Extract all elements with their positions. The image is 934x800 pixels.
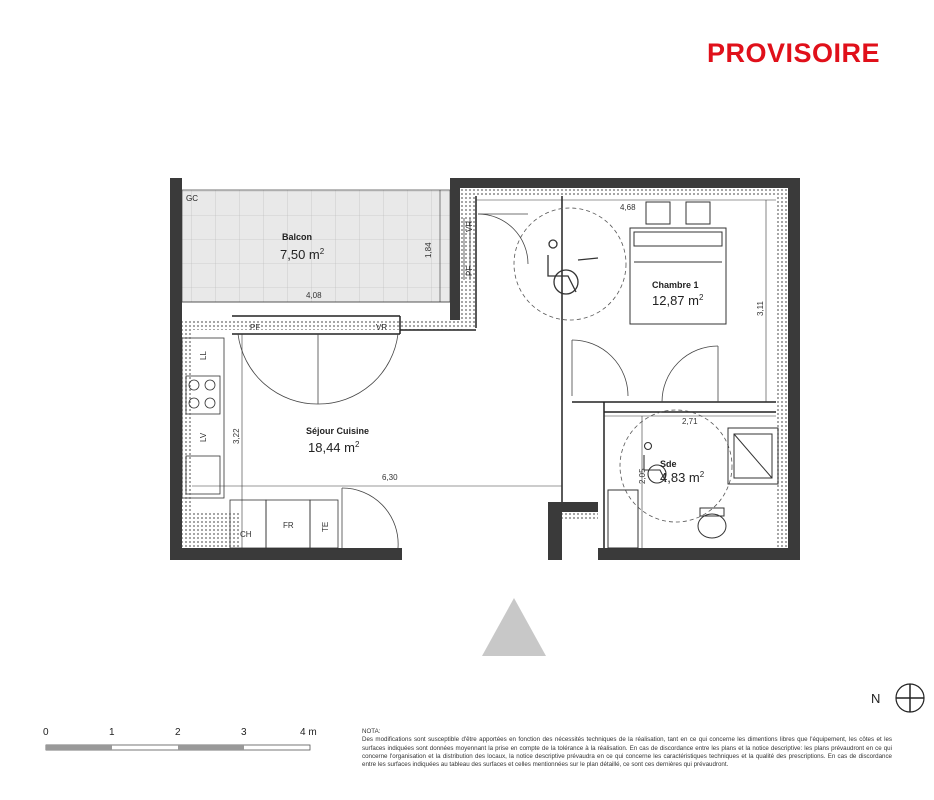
balcony-code: GC xyxy=(186,194,198,203)
label-shutter-2: VR xyxy=(465,220,474,232)
dim-balcony-width: 4,08 xyxy=(306,291,322,300)
scale-label-3: 3 xyxy=(241,727,247,738)
label-window-fixed: PF xyxy=(250,323,261,332)
disclaimer-note xyxy=(362,728,892,770)
note-text: Des modifications sont susceptible d'être apportées en fonction des nécessités techniques de la réalisation, tant en ce qui concerne les dimentions libres que l'équipement, les côtes et les surfaces indiquées sont données moyennant la prise en compte de la tolérance à la réalisation. En cas de discordance entre les plans et la notice descriptive: les plans prévaudront en ce qui concerne l'organisation et la distribution des locaux, la notice descriptive prévaudra en ce qui concerne les caractéristiques techniques et la qualité des prescriptions. En cas de discordance entre les surfaces indiquées au tableau des surfaces et celles mentionnées sur le plan détaillé, ce sont ces dernières qui prévaudront. xyxy=(362,736,892,769)
label-boiler: CH xyxy=(240,530,252,539)
north-compass xyxy=(871,684,924,712)
dim-bedroom-depth: 3,11 xyxy=(756,301,765,316)
balcony-area: 7,50 $m^2$ xyxy=(280,247,325,262)
bathroom-fixtures xyxy=(608,428,778,548)
label-technical: TE xyxy=(321,521,330,532)
balcony-name: Balcon xyxy=(282,232,313,242)
bedroom-area: 12,87 $m^2$ xyxy=(652,293,704,308)
dim-living-width: 6,30 xyxy=(382,473,398,482)
scale-label-4: 4 m xyxy=(300,727,317,738)
label-washing-machine: LV xyxy=(199,432,208,442)
north-label: N xyxy=(871,691,881,706)
dim-living-depth: 3,22 xyxy=(232,428,241,444)
dim-balcony-depth: 1,84 xyxy=(424,242,433,258)
bedroom-name: Chambre 1 xyxy=(652,280,699,290)
dim-bathroom-width: 2,71 xyxy=(682,417,698,426)
scale-bar xyxy=(46,745,310,750)
label-fridge: FR xyxy=(283,521,294,530)
living-kitchen-name: Séjour Cuisine xyxy=(306,426,370,436)
bathroom-name: Sde xyxy=(660,459,677,469)
living-kitchen-area: 18,44 $m^2$ xyxy=(308,440,360,455)
bathroom-area: 4,83 $m^2$ xyxy=(660,470,705,485)
note-title: NOTA: xyxy=(362,728,381,735)
balcony-area xyxy=(182,190,450,302)
entrance-arrow xyxy=(482,598,546,656)
provisional-stamp: PROVISOIRE xyxy=(707,38,881,68)
wheelchair-icon xyxy=(548,240,598,294)
scale-label-1: 1 xyxy=(109,727,115,738)
label-shutter: VR xyxy=(376,323,388,332)
label-dishwasher: LL xyxy=(199,351,208,360)
dim-bedroom-width: 4,68 xyxy=(620,203,636,212)
scale-label-2: 2 xyxy=(175,727,181,738)
label-window-fixed-2: PF xyxy=(465,265,474,276)
scale-label-0: 0 xyxy=(43,727,49,738)
dim-bathroom-depth: 2,05 xyxy=(638,468,647,484)
